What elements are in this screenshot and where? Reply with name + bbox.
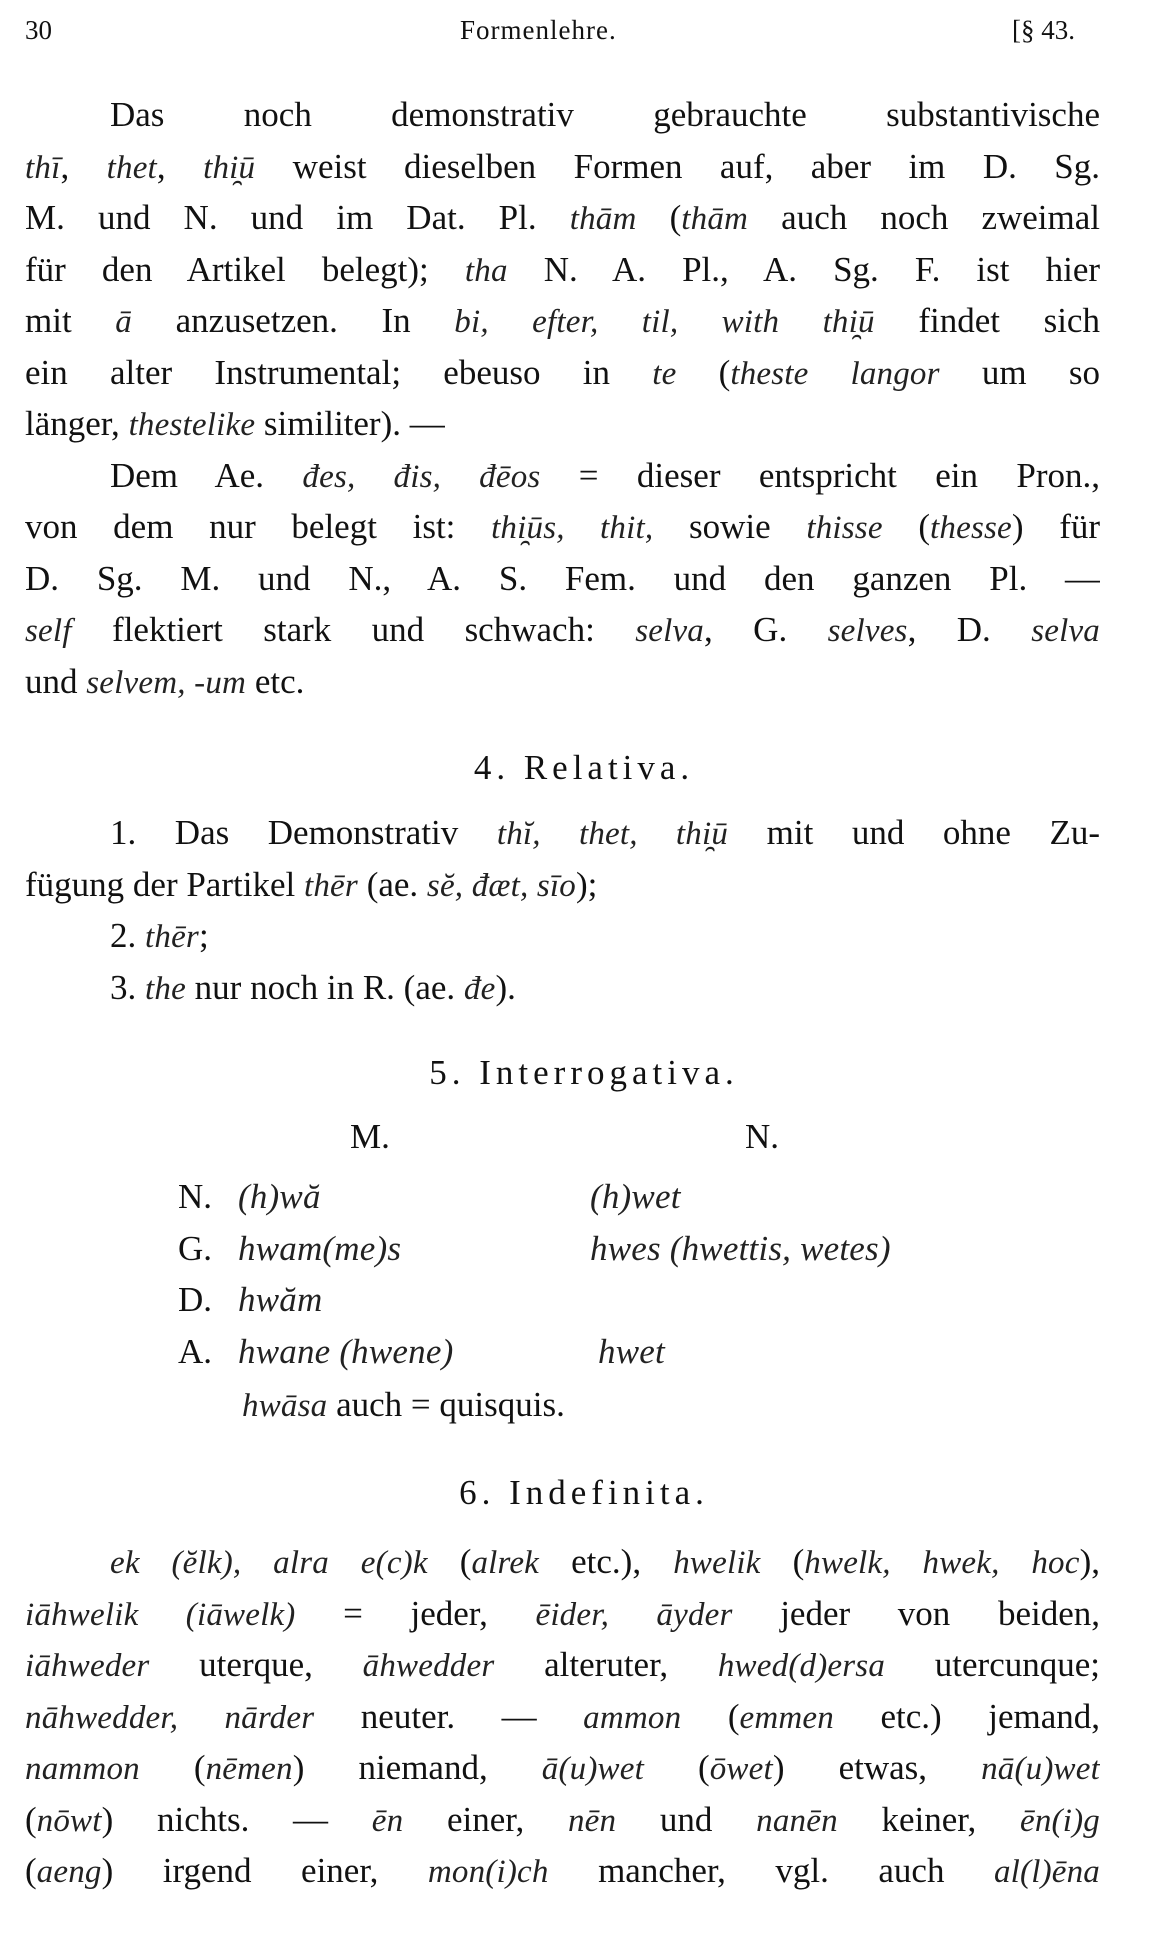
neuter-form: hwes (hwettis, wetes) (590, 1229, 891, 1268)
text-line: (aeng) irgend einer, mon(i)ch mancher, vgl. auch al(l)ēna (25, 1851, 1100, 1890)
text-line: iāhwelik (iāwelk) = jeder, ēider, āyder jeder von beiden, (25, 1594, 1100, 1633)
running-title: Formenlehre. (460, 15, 617, 45)
section-number: [§ 43. (1012, 15, 1075, 45)
text-line: für den Artikel belegt); tha N. A. Pl., A. Sg. F. ist hier (25, 250, 1100, 289)
case-label: G. (178, 1229, 213, 1268)
text-line: D. Sg. M. und N., A. S. Fem. und den ganzen Pl. — (25, 559, 1100, 598)
column-header-neuter: N. (745, 1117, 780, 1156)
text-line: 2. thēr; (110, 916, 209, 955)
text-line: fügung der Partikel thēr (ae. sĕ, đæt, sīo); (25, 865, 598, 904)
case-label: A. (178, 1332, 213, 1371)
masculine-form: (h)wă (238, 1177, 321, 1216)
text-line: und selvem, -um etc. (25, 662, 305, 701)
case-label: N. (178, 1177, 213, 1216)
text-line: iāhweder uterque, āhwedder alteruter, hwed(d)ersa utercunque; (25, 1645, 1100, 1684)
text-line: M. und N. und im Dat. Pl. thām (thām auch noch zweimal (25, 198, 1100, 237)
text-line: ek (ĕlk), alra e(c)k (alrek etc.), hwelik (hwelk, hwek, hoc), (110, 1542, 1100, 1581)
page-number: 30 (25, 15, 52, 45)
text-line: thī, thet, thi̯ū weist dieselben Formen auf, aber im D. Sg. (25, 147, 1100, 186)
section-heading: 5. Interrogativa. (429, 1053, 739, 1092)
text-line: 3. the nur noch in R. (ae. đe). (110, 968, 516, 1007)
text-line: nāhwedder, nārder neuter. — ammon (emmen etc.) jemand, (25, 1697, 1100, 1736)
text-line: nammon (nēmen) niemand, ā(u)wet (ōwet) etwas, nā(u)wet (25, 1748, 1100, 1787)
masculine-form: hwam(me)s (238, 1229, 402, 1268)
neuter-form: (h)wet (590, 1177, 681, 1216)
column-header-masculine: M. (350, 1117, 390, 1156)
text-line: ein alter Instrumental; ebeuso in te (theste langor um so (25, 353, 1100, 392)
text-line: mit ā anzusetzen. In bi, efter, til, with thi̯ū findet sich (25, 301, 1100, 340)
text-line: self flektiert stark und schwach: selva, G. selves, D. selva (25, 610, 1100, 649)
masculine-form: hwane (hwene) (238, 1332, 454, 1371)
masculine-form: hwăm (238, 1280, 323, 1319)
section-heading: 6. Indefinita. (459, 1473, 709, 1512)
neuter-form: hwet (598, 1332, 665, 1371)
text-line: von dem nur belegt ist: thi̯ūs, thit, sowie thisse (thesse) für (25, 507, 1100, 546)
quisquis-note: hwāsa auch = quisquis. (242, 1385, 565, 1424)
text-line: länger, thestelike similiter). — (25, 404, 445, 443)
section-heading: 4. Relativa. (473, 748, 695, 787)
text-line: 1. Das Demonstrativ thĭ, thet, thi̯ū mit und ohne Zu- (110, 813, 1100, 852)
text-line: (nōwt) nichts. — ēn einer, nēn und nanēn keiner, ēn(i)g (25, 1800, 1100, 1839)
text-line: Das noch demonstrativ gebrauchte substantivische (110, 95, 1100, 134)
text-line: Dem Ae. đes, đis, đēos = dieser entspricht ein Pron., (110, 456, 1100, 495)
case-label: D. (178, 1280, 213, 1319)
